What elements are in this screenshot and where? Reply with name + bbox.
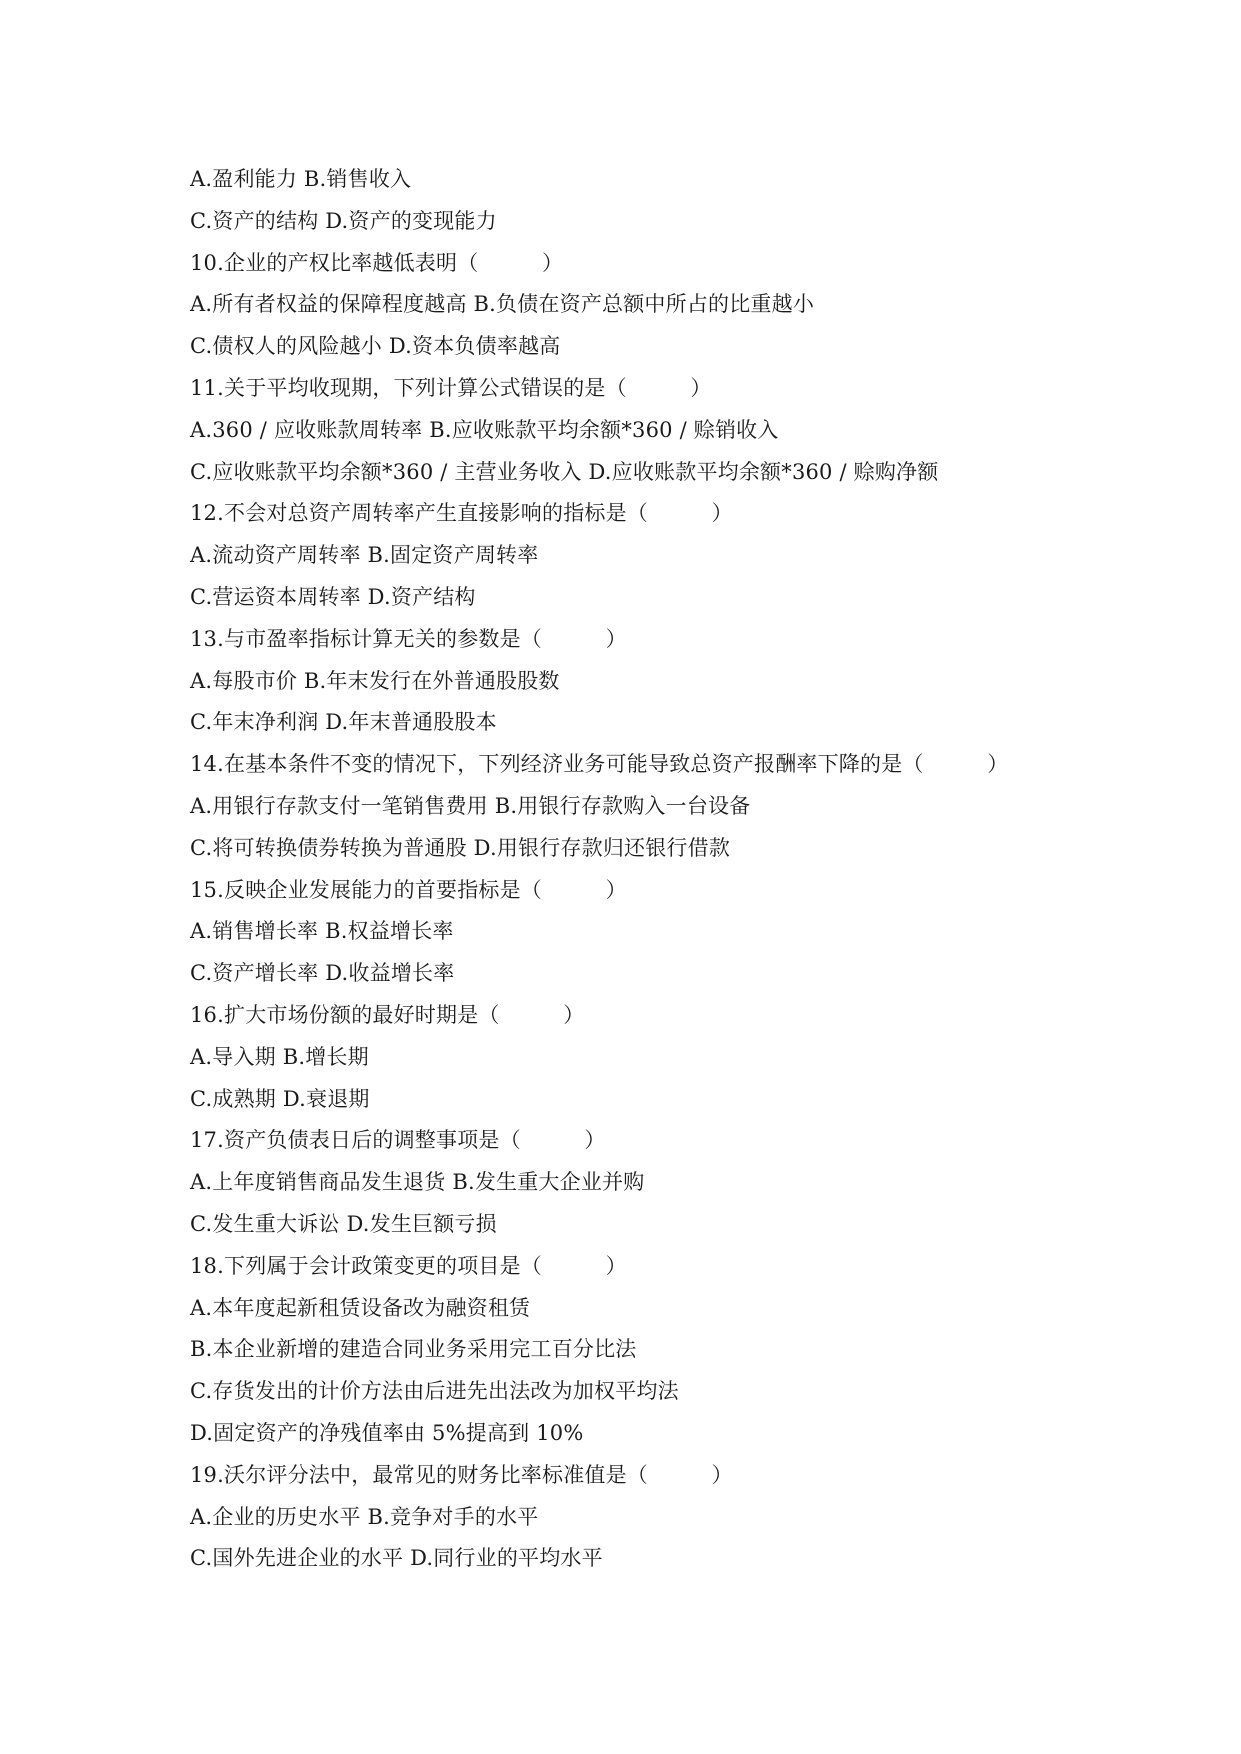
text-line: A.销售增长率 B.权益增长率 bbox=[190, 919, 454, 944]
text-line: C.债权人的风险越小 D.资本负债率越高 bbox=[190, 334, 561, 359]
text-line: A.360 / 应收账款周转率 B.应收账款平均余额*360 / 赊销收入 bbox=[190, 417, 779, 442]
question-stem: 19.沃尔评分法中，最常见的财务比率标准值是（ ） bbox=[190, 1462, 733, 1487]
question-stem: 16.扩大市场份额的最好时期是（ ） bbox=[190, 1002, 585, 1027]
text-line: C.资产增长率 D.收益增长率 bbox=[190, 961, 455, 986]
text-line: C.国外先进企业的水平 D.同行业的平均水平 bbox=[190, 1546, 603, 1571]
question-stem: 15.反映企业发展能力的首要指标是（ ） bbox=[190, 877, 627, 902]
question-text-body bbox=[190, 159, 1150, 1580]
text-line: A.每股市价 B.年末发行在外普通股股数 bbox=[190, 668, 560, 693]
text-line: C.资产的结构 D.资产的变现能力 bbox=[190, 208, 497, 233]
text-line: A.所有者权益的保障程度越高 B.负债在资产总额中所占的比重越小 bbox=[190, 292, 815, 317]
text-line: A.本年度起新租赁设备改为融资租赁 bbox=[190, 1295, 531, 1320]
text-line: C.成熟期 D.衰退期 bbox=[190, 1086, 370, 1111]
text-line: C.年末净利润 D.年末普通股股本 bbox=[190, 710, 497, 735]
text-line: C.将可转换债券转换为普通股 D.用银行存款归还银行借款 bbox=[190, 835, 731, 860]
question-stem: 13.与市盈率指标计算无关的参数是（ ） bbox=[190, 626, 627, 651]
question-stem: 12.不会对总资产周转率产生直接影响的指标是（ ） bbox=[190, 501, 733, 526]
text-line: A.用银行存款支付一笔销售费用 B.用银行存款购入一台设备 bbox=[190, 793, 751, 818]
text-line: A.盈利能力 B.销售收入 bbox=[190, 167, 412, 191]
text-line: C.营运资本周转率 D.资产结构 bbox=[190, 584, 476, 609]
question-stem: 17.资产负债表日后的调整事项是（ ） bbox=[190, 1128, 606, 1153]
text-line: A.企业的历史水平 B.竞争对手的水平 bbox=[190, 1504, 539, 1529]
question-stem: 14.在基本条件不变的情况下，下列经济业务可能导致总资产报酬率下降的是（ ） bbox=[190, 752, 1009, 777]
text-line: D.固定资产的净残值率由 5%提高到 10% bbox=[190, 1420, 584, 1445]
text-line: C.存货发出的计价方法由后进先出法改为加权平均法 bbox=[190, 1379, 679, 1404]
text-line: A.导入期 B.增长期 bbox=[190, 1044, 369, 1069]
text-line: B.本企业新增的建造合同业务采用完工百分比法 bbox=[190, 1337, 637, 1362]
question-stem: 10.企业的产权比率越低表明（ ） bbox=[190, 250, 564, 275]
text-line: A.上年度销售商品发生退货 B.发生重大企业并购 bbox=[190, 1170, 645, 1195]
text-line: A.流动资产周转率 B.固定资产周转率 bbox=[190, 543, 539, 568]
text-line: C.应收账款平均余额*360 / 主营业务收入 D.应收账款平均余额*360 / 赊购净额 bbox=[190, 459, 939, 484]
question-stem: 11.关于平均收现期，下列计算公式错误的是（ ） bbox=[190, 375, 712, 400]
question-stem: 18.下列属于会计政策变更的项目是（ ） bbox=[190, 1253, 627, 1278]
text-line: C.发生重大诉讼 D.发生巨额亏损 bbox=[190, 1211, 497, 1236]
